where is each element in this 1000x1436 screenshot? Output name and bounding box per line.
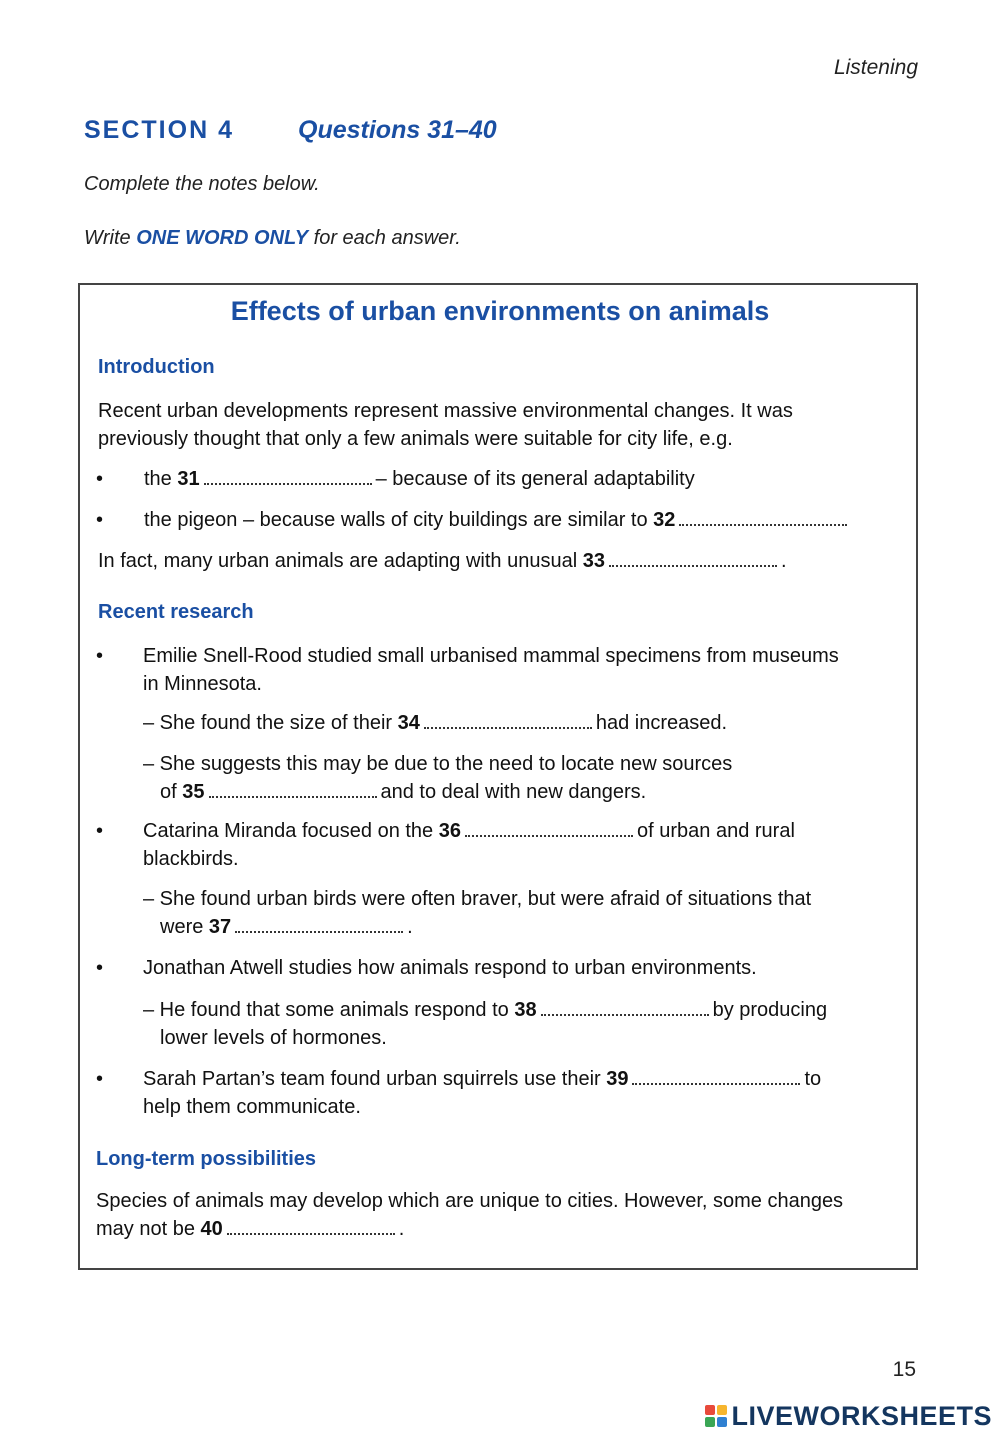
bullet-32: the pigeon – because walls of city buildings are similar to 32 <box>144 506 851 534</box>
bullet-31: the 31 – because of its general adaptability <box>144 468 695 490</box>
research-2a-line-1: – She found urban birds were often braver, but were afraid of situations that <box>143 888 812 910</box>
word-limit-emphasis: ONE WORD ONLY <box>136 227 309 249</box>
research-heading: Recent research <box>98 601 254 623</box>
research-4-39: Sarah Partan’s team found urban squirrels use their 39 to <box>143 1068 822 1090</box>
instruction-complete-notes: Complete the notes below. <box>84 173 320 195</box>
research-2-36: Catarina Miranda focused on the 36 of urban and rural <box>143 820 795 842</box>
bullet-icon: • <box>96 820 104 842</box>
section-label: Listening <box>833 56 918 79</box>
brand-name: LIVEWORKSHEETS <box>731 1400 992 1431</box>
intro-heading: Introduction <box>98 356 215 378</box>
answer-blank-33[interactable] <box>609 551 777 567</box>
liveworksheets-icon <box>705 1405 727 1427</box>
research-1-35: of 35 and to deal with new dangers. <box>160 781 647 803</box>
bullet-icon: • <box>96 509 104 531</box>
intro-line-1: Recent urban developments represent massive environmental changes. It was <box>98 400 793 422</box>
instruction-word-limit: Write ONE WORD ONLY for each answer. <box>84 227 461 249</box>
bullet-icon: • <box>96 1068 104 1090</box>
long-term-40: may not be 40 . <box>96 1218 405 1240</box>
research-1-34: – She found the size of their 34 had increased. <box>143 712 728 734</box>
notes-title: Effects of urban environments on animals <box>230 296 770 326</box>
answer-blank-37[interactable] <box>235 917 403 933</box>
research-4-line-2: help them communicate. <box>143 1096 361 1118</box>
long-term-heading: Long-term possibilities <box>96 1148 317 1170</box>
answer-blank-35[interactable] <box>209 782 377 798</box>
liveworksheets-logo[interactable] <box>705 1400 992 1432</box>
line-33: In fact, many urban animals are adapting with unusual 33 . <box>98 550 787 572</box>
research-1-line-2: in Minnesota. <box>143 673 262 695</box>
long-term-line-1: Species of animals may develop which are unique to cities. However, some changes <box>96 1190 844 1212</box>
research-3-38: – He found that some animals respond to 38 by producing <box>143 999 828 1021</box>
answer-blank-39[interactable] <box>632 1069 800 1085</box>
answer-blank-36[interactable] <box>465 821 633 837</box>
answer-blank-40[interactable] <box>227 1219 395 1235</box>
research-2-37: were 37 . <box>160 916 413 938</box>
questions-range: Questions 31–40 <box>298 116 497 144</box>
answer-blank-38[interactable] <box>541 1000 709 1016</box>
bullet-icon: • <box>96 468 104 490</box>
research-1-line-1: Emilie Snell-Rood studied small urbanised mammal specimens from museums <box>143 645 839 667</box>
page-number: 15 <box>892 1358 916 1381</box>
intro-line-2: previously thought that only a few animals were suitable for city life, e.g. <box>98 428 733 450</box>
bullet-icon: • <box>96 957 104 979</box>
section-title: SECTION 4 <box>84 116 234 144</box>
research-1b-line-1: – She suggests this may be due to the need to locate new sources <box>143 753 733 775</box>
research-3a-line-2: lower levels of hormones. <box>160 1027 387 1049</box>
research-3-line-1: Jonathan Atwell studies how animals respond to urban environments. <box>143 957 757 979</box>
research-2-line-2: blackbirds. <box>143 848 239 870</box>
answer-blank-32[interactable] <box>679 510 847 526</box>
bullet-icon: • <box>96 645 104 667</box>
answer-blank-34[interactable] <box>424 713 592 729</box>
answer-blank-31[interactable] <box>204 469 372 485</box>
